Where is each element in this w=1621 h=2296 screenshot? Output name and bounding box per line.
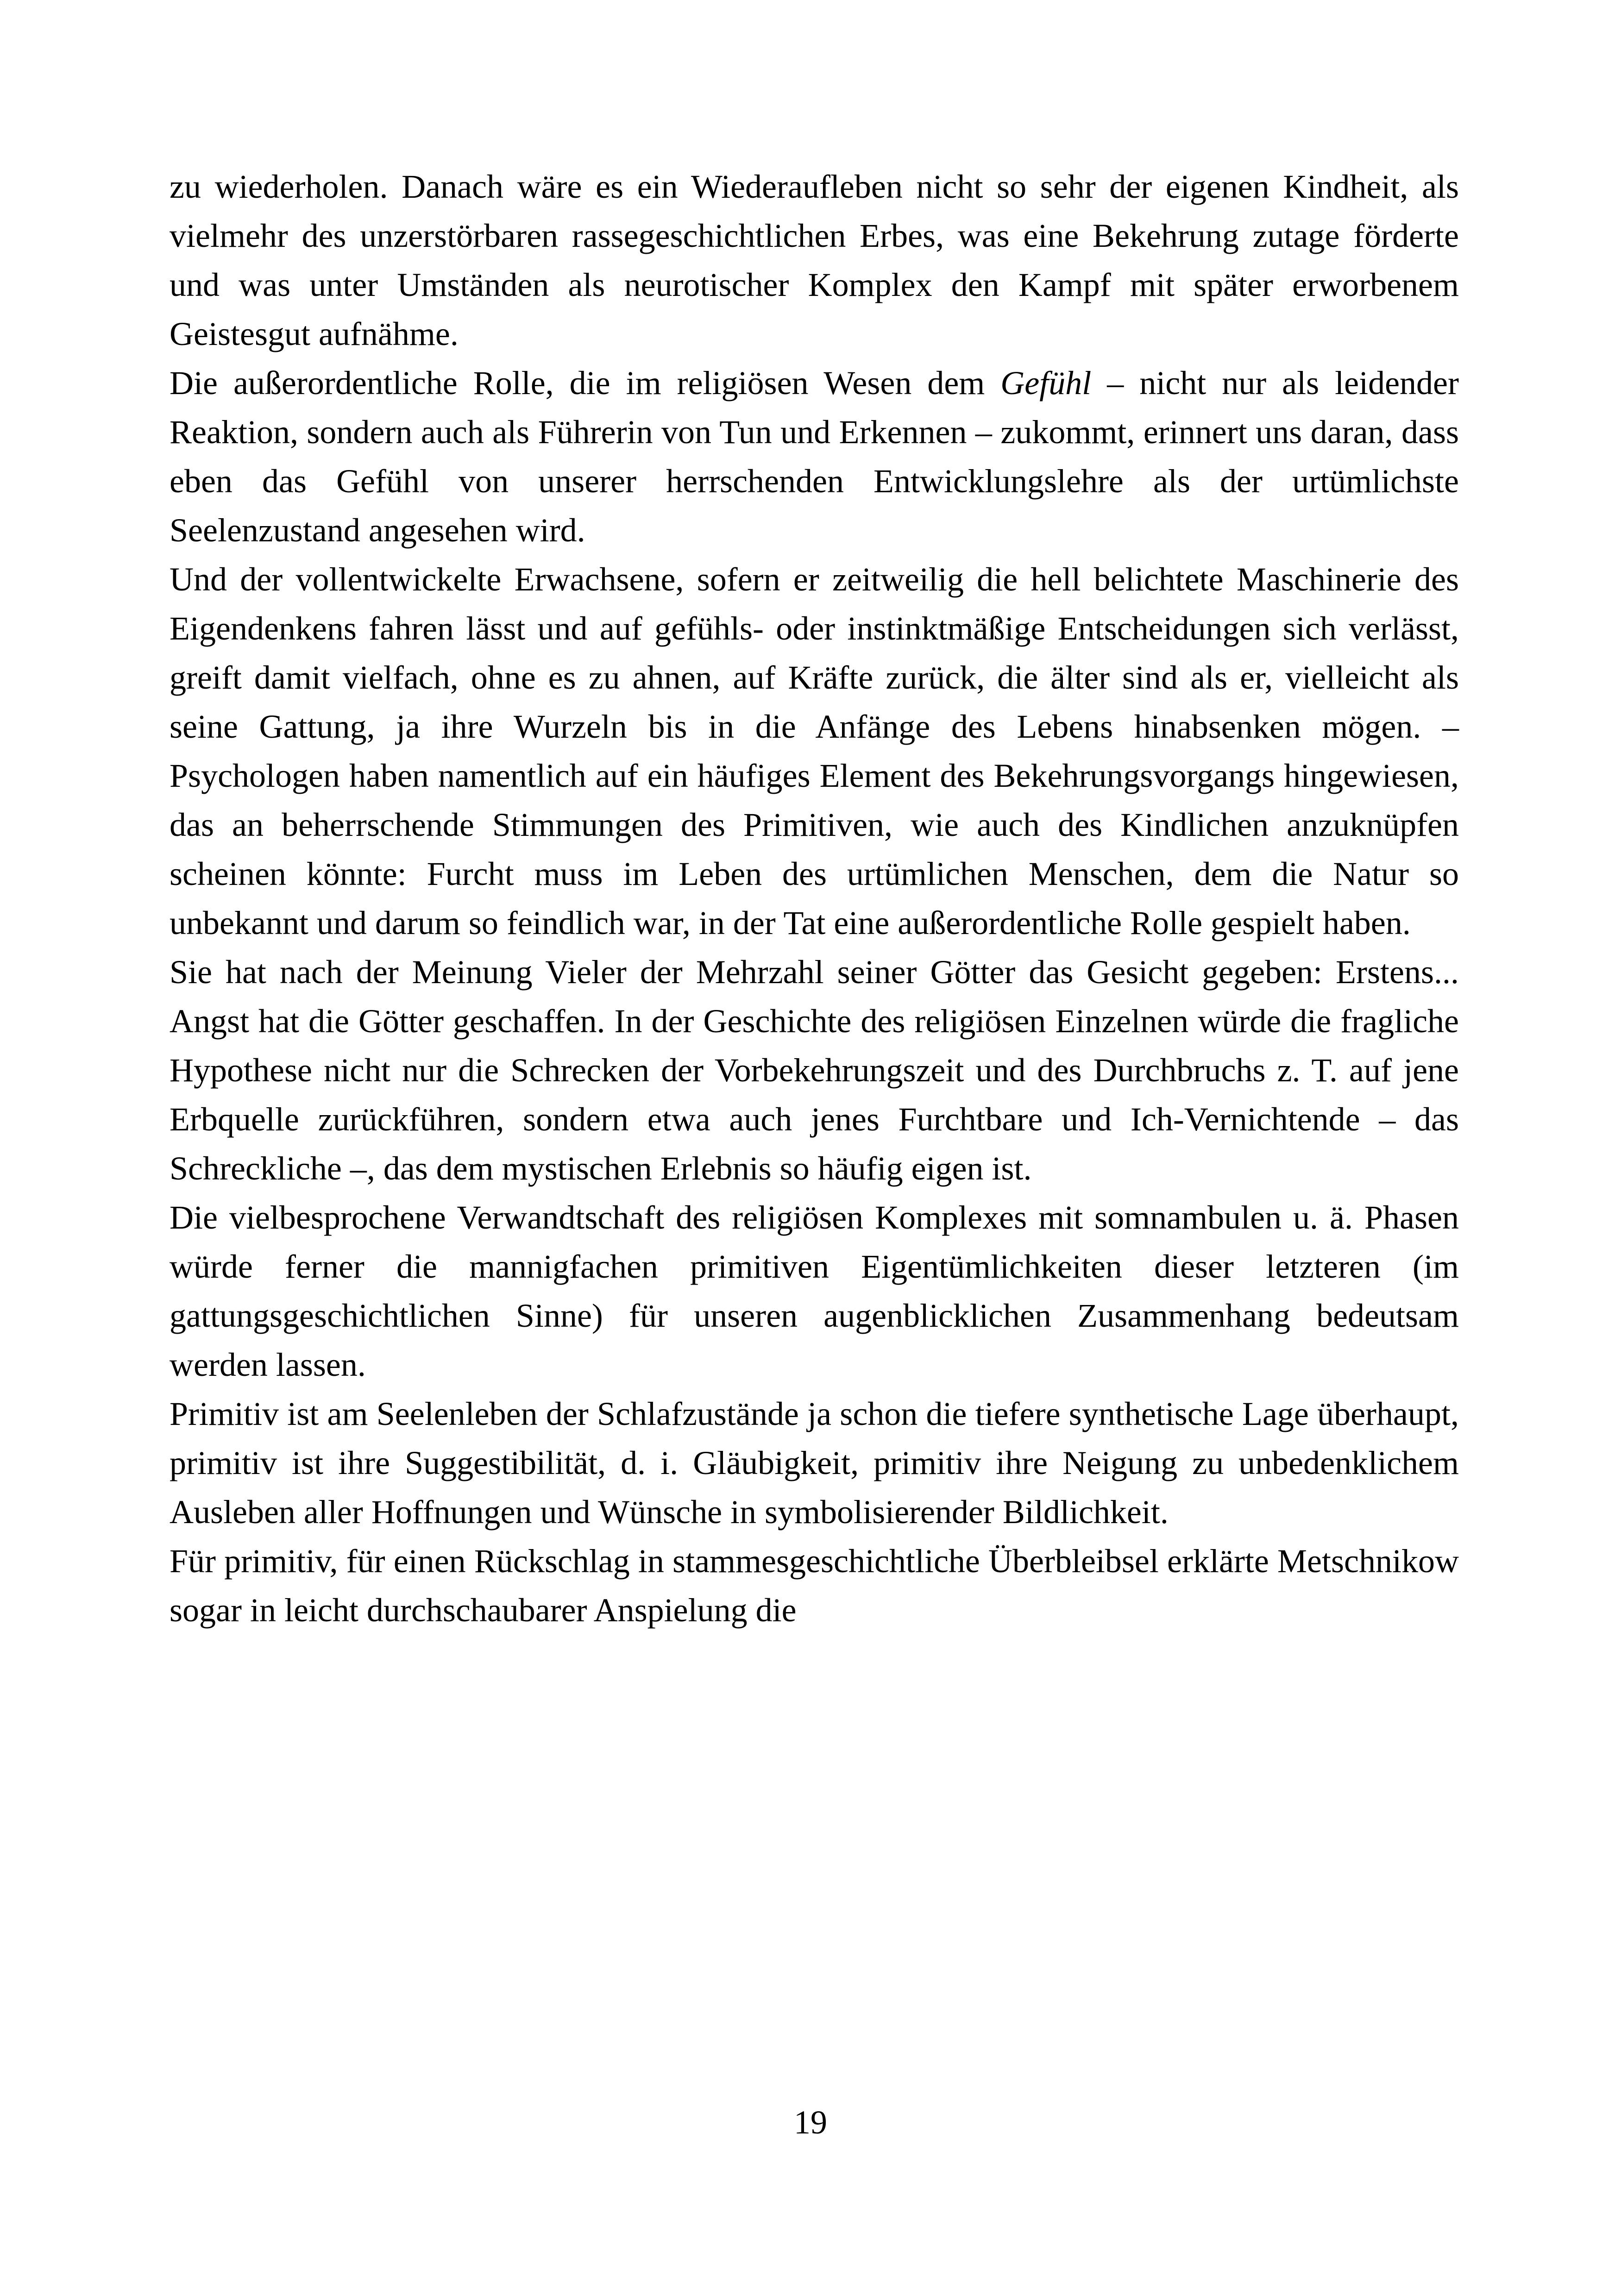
paragraph bbox=[170, 358, 1459, 555]
paragraph bbox=[170, 555, 1459, 947]
paragraph bbox=[170, 1193, 1459, 1389]
text-run: Die vielbesprochene Verwandtschaft des religiösen Komplexes mit somnambulen u. ä. Phasen würde ferner die mannigfachen primitiven Eigentümlichkeiten dieser letzteren (im gattungsgeschichtlichen Sinne) für unseren augenblicklichen Zusammenhang bedeutsam werden lassen. bbox=[170, 1199, 1459, 1383]
paragraph bbox=[170, 1537, 1459, 1635]
text-run: – nicht nur als leidender Reaktion, sondern auch als Führerin von Tun und Erkennen – zukommt, erinnert uns daran, dass eben das Gefühl von unserer herrschenden Entwicklungslehre als der urtümlichste Seelenzustand angesehen wird. bbox=[170, 364, 1459, 549]
text-run: zu wiederholen. Danach wäre es ein Wiederaufleben nicht so sehr der eigenen Kindheit, als vielmehr des unzerstörbaren rassegeschichtlichen Erbes, was eine Bekehrung zutage förderte und was unter Umständen als neurotischer Komplex den Kampf mit später erworbenem Geistesgut aufnähme. bbox=[170, 168, 1459, 352]
text-block bbox=[170, 162, 1459, 1635]
text-run: Und der vollentwickelte Erwachsene, sofern er zeitweilig die hell belichtete Maschinerie des Eigendenkens fahren lässt und auf gefühls- oder instinktmäßige Entscheidungen sich verlässt, greift damit vielfach, ohne es zu ahnen, auf Kräfte zurück, die älter sind als er, vielleicht als seine Gattung, ja ihre Wurzeln bis in die Anfänge des Lebens hinabsenken mögen. – Psychologen haben namentlich auf ein häufiges Element des Bekehrungsvorgangs hingewiesen, das an beherrschende Stimmungen des Primitiven, wie auch des Kindlichen anzuknüpfen scheinen könnte: Furcht muss im Leben des urtümlichen Menschen, dem die Natur so unbekannt und darum so feindlich war, in der Tat eine außerordentliche Rolle gespielt haben. bbox=[170, 561, 1459, 941]
text-run: Die außerordentliche Rolle, die im religiösen Wesen dem bbox=[170, 364, 1001, 401]
paragraph bbox=[170, 1389, 1459, 1537]
page-number: 19 bbox=[794, 2104, 827, 2141]
paragraph bbox=[170, 947, 1459, 1193]
text-run: Sie hat nach der Meinung Vieler der Mehrzahl seiner Götter das Gesicht gegeben: Erstens... Angst hat die Götter geschaffen. In der Geschichte des religiösen Einzelnen würde die fragliche Hypothese nicht nur die Schrecken der Vorbekehrungszeit und des Durchbruchs z. T. auf jene Erbquelle zurückführen, sondern etwa auch jenes Furchtbare und Ich-Vernichtende – das Schreckliche –, das dem mystischen Erlebnis so häufig eigen ist. bbox=[170, 954, 1459, 1187]
text-run: Primitiv ist am Seelenleben der Schlafzustände ja schon die tiefere synthetische Lage überhaupt, primitiv ist ihre Suggestibilität, d. i. Gläubigkeit, primitiv ihre Neigung zu unbedenklichem Ausleben aller Hoffnungen und Wünsche in symbolisierender Bildlichkeit. bbox=[170, 1395, 1459, 1531]
paragraph bbox=[170, 162, 1459, 358]
text-run: Für primitiv, für einen Rückschlag in stammesgeschichtliche Überbleibsel erklärte Metschnikow sogar in leicht durchschaubarer Anspielung die bbox=[170, 1543, 1459, 1629]
emphasized-text: Gefühl bbox=[1000, 364, 1092, 401]
